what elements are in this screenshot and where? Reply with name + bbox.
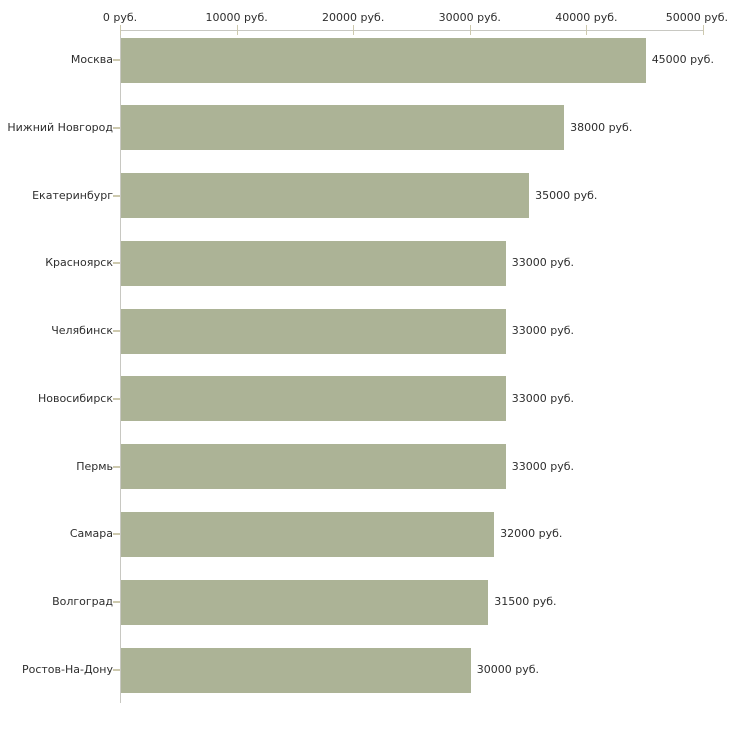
x-axis-tick-mark	[353, 25, 354, 35]
category-label: Красноярск	[45, 256, 113, 270]
bar-10	[121, 648, 471, 693]
category-tick-mark	[113, 533, 120, 535]
category-label: Пермь	[76, 459, 113, 473]
category-tick-mark	[113, 59, 120, 61]
category-label: Москва	[70, 53, 113, 66]
category-label: Екатеринбург	[32, 188, 113, 202]
bar-1	[121, 38, 646, 83]
x-axis-tick-label: 40000 руб.	[555, 11, 618, 24]
category-tick-mark	[113, 262, 120, 264]
category-label: Самара	[69, 527, 113, 541]
x-axis-tick-mark	[237, 25, 238, 35]
category-label: Челябинск	[51, 324, 113, 338]
bar-8	[121, 512, 494, 557]
x-axis-tick-label: 50000 руб.	[665, 11, 728, 24]
x-axis-tick-label: 20000 руб.	[322, 11, 385, 24]
value-label: 38000 руб.	[570, 120, 633, 134]
category-tick-mark	[113, 330, 120, 332]
value-label: 32000 руб.	[500, 527, 563, 541]
value-label: 33000 руб.	[511, 324, 575, 338]
bar-5	[121, 309, 506, 354]
bar-3	[121, 173, 529, 218]
value-label: 45000 руб.	[651, 53, 714, 66]
category-tick-mark	[113, 466, 120, 468]
category-label: Волгоград	[52, 595, 113, 609]
x-axis-tick-label: 0 руб.	[102, 11, 138, 24]
bar-9	[121, 580, 488, 625]
category-tick-mark	[113, 669, 120, 671]
value-label: 35000 руб.	[535, 188, 598, 202]
bar-7	[121, 444, 506, 489]
category-tick-mark	[113, 398, 120, 400]
x-axis-tick-mark	[120, 25, 121, 35]
value-label: 30000 руб.	[476, 663, 540, 677]
bar-6	[121, 376, 506, 421]
category-tick-mark	[113, 601, 120, 603]
x-axis-line	[120, 30, 704, 31]
value-label: 31500 руб.	[494, 595, 557, 609]
x-axis-tick-label: 10000 руб.	[205, 11, 268, 24]
category-tick-mark	[113, 195, 120, 197]
category-tick-mark	[113, 127, 120, 129]
category-label: Новосибирск	[37, 391, 113, 405]
category-label: Ростов-На-Дону	[21, 663, 113, 677]
x-axis-tick-mark	[470, 25, 471, 35]
value-label: 33000 руб.	[511, 459, 575, 473]
category-label: Нижний Новгород	[7, 120, 113, 134]
bar-2	[121, 105, 564, 150]
x-axis-tick-mark	[586, 25, 587, 35]
x-axis-tick-mark	[703, 25, 704, 35]
bar-4	[121, 241, 506, 286]
x-axis-tick-label: 30000 руб.	[438, 11, 501, 24]
value-label: 33000 руб.	[511, 256, 575, 270]
value-label: 33000 руб.	[511, 391, 575, 405]
